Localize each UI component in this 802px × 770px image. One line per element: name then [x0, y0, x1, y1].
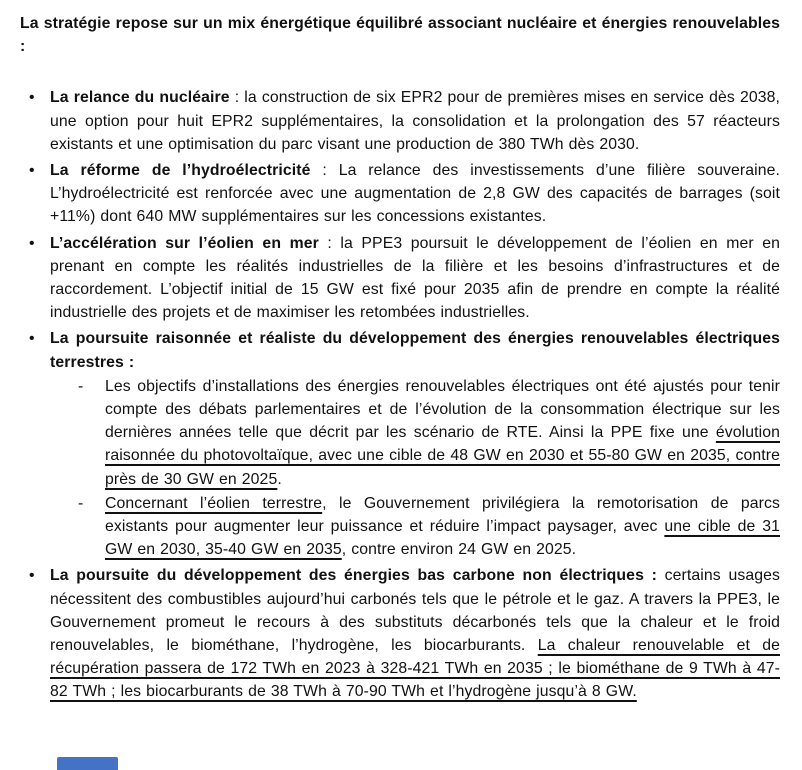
sub-bullet-text [105, 375, 780, 491]
bullet-body [50, 564, 780, 703]
text-segment: La poursuite du développement des énergies bas carbone non électriques : [50, 567, 657, 585]
bullet-text [50, 232, 780, 325]
text-segment: évolution raisonnée du photovoltaïque, avec une cible de 48 GW en 2030 et 55-80 GW en 2035, contre près de 30 GW en 2025 [105, 424, 780, 488]
bullet-marker: • [29, 567, 35, 585]
text-segment: , contre environ 24 GW en 2025. [341, 541, 577, 559]
bullet-marker: • [29, 330, 35, 348]
bullet-text [50, 327, 780, 373]
bullet-marker: • [29, 89, 35, 107]
text-segment: : La relance des investissements d’une filière souveraine. L’hydroélectricité est renforcée avec une augmentation de 2,8 GW des capacités de barrages (soit +11%) dont 640 MW supplémentaires sur les concessions existantes. [50, 162, 780, 226]
text-segment: . [277, 470, 282, 488]
bullet-body [50, 159, 780, 229]
text-segment: La réforme de l’hydroélectricité [50, 162, 311, 180]
text-segment: Les objectifs d’installations des énergies renouvelables électriques ont été ajustés pour tenir compte des débats parlementaires et de l’évolution de la consommation électrique sur les dernières années telle que décrit par les scénario de RTE. Ainsi la PPE fixe une [105, 377, 780, 442]
bullet-text [50, 564, 780, 703]
text-segment: L’accélération sur l’éolien en mer [50, 234, 319, 252]
bullet-list [20, 86, 780, 703]
bullet-body [50, 86, 780, 156]
text-segment: La relance du nucléaire [50, 89, 230, 107]
sub-bullet-marker: - [78, 377, 84, 395]
clipped-bottom-element [57, 757, 118, 770]
bullet-item [20, 564, 780, 703]
bullet-item [20, 159, 780, 229]
text-segment: Concernant l’éolien terrestre [105, 494, 323, 512]
text-segment: certains usages nécessitent des combustibles aujourd’hui carbonés tels que le pétrole et le gaz. A travers la PPE3, le Gouvernement promeut le recours à des substituts décarbonés tels que la chaleur et le froid renouvelables, le biométhane, l’hydrogène, les biocarburants. [50, 567, 780, 655]
text-segment: La chaleur renouvelable et de récupération passera de 172 TWh en 2023 à 328-421 TWh en 2035 ; le biométhane de 9 TWh à 47-82 TWh ; les biocarburants de 38 TWh à 70-90 TWh et l’hydrogène jusqu’à 8 GW. [50, 637, 781, 701]
sub-bullet-item [50, 375, 780, 491]
sub-bullet-marker: - [78, 494, 84, 512]
sub-bullet-item [50, 492, 780, 562]
bullet-body [50, 232, 780, 325]
text-segment: , le Gouvernement privilégiera la remotorisation de parcs existants pour augmenter leur puissance et réduire l’impact paysager, avec [105, 494, 780, 536]
text-segment: : la construction de six EPR2 pour de premières mises en service dès 2038, une option pour huit EPR2 supplémentaires, la consolidation et la prolongation des 57 réacteurs existants et une optimisation du parc visant une production de 380 TWh dès 2030. [50, 89, 780, 153]
sub-bullet-text [105, 492, 780, 562]
bullet-body [50, 327, 780, 561]
bullet-item [20, 232, 780, 325]
intro-paragraph [20, 12, 780, 58]
text-segment: La stratégie repose sur un mix énergétique équilibré associant nucléaire et énergies renouvelables : [20, 15, 780, 56]
bullet-text [50, 86, 780, 156]
bullet-text [50, 159, 780, 229]
bullet-marker: • [29, 162, 35, 180]
text-segment: La poursuite raisonnée et réaliste du développement des énergies renouvelables électriques terrestres : [50, 330, 780, 371]
text-segment: : la PPE3 poursuit le développement de l’éolien en mer en prenant en compte les réalités industrielles de la filière et les besoins d’infrastructures et de raccordement. L’objectif initial de 15 GW est fixé pour 2035 afin de prendre en compte la réalité industrielle des projets et de maximiser les retombées industrielles. [50, 234, 780, 322]
sub-bullet-body [105, 492, 780, 562]
sub-bullet-body [105, 375, 780, 491]
text-segment: une cible de 31 GW en 2030, 35-40 GW en 2035 [105, 518, 780, 559]
bullet-item [20, 86, 780, 156]
bullet-marker: • [29, 234, 35, 252]
bullet-item [20, 327, 780, 561]
